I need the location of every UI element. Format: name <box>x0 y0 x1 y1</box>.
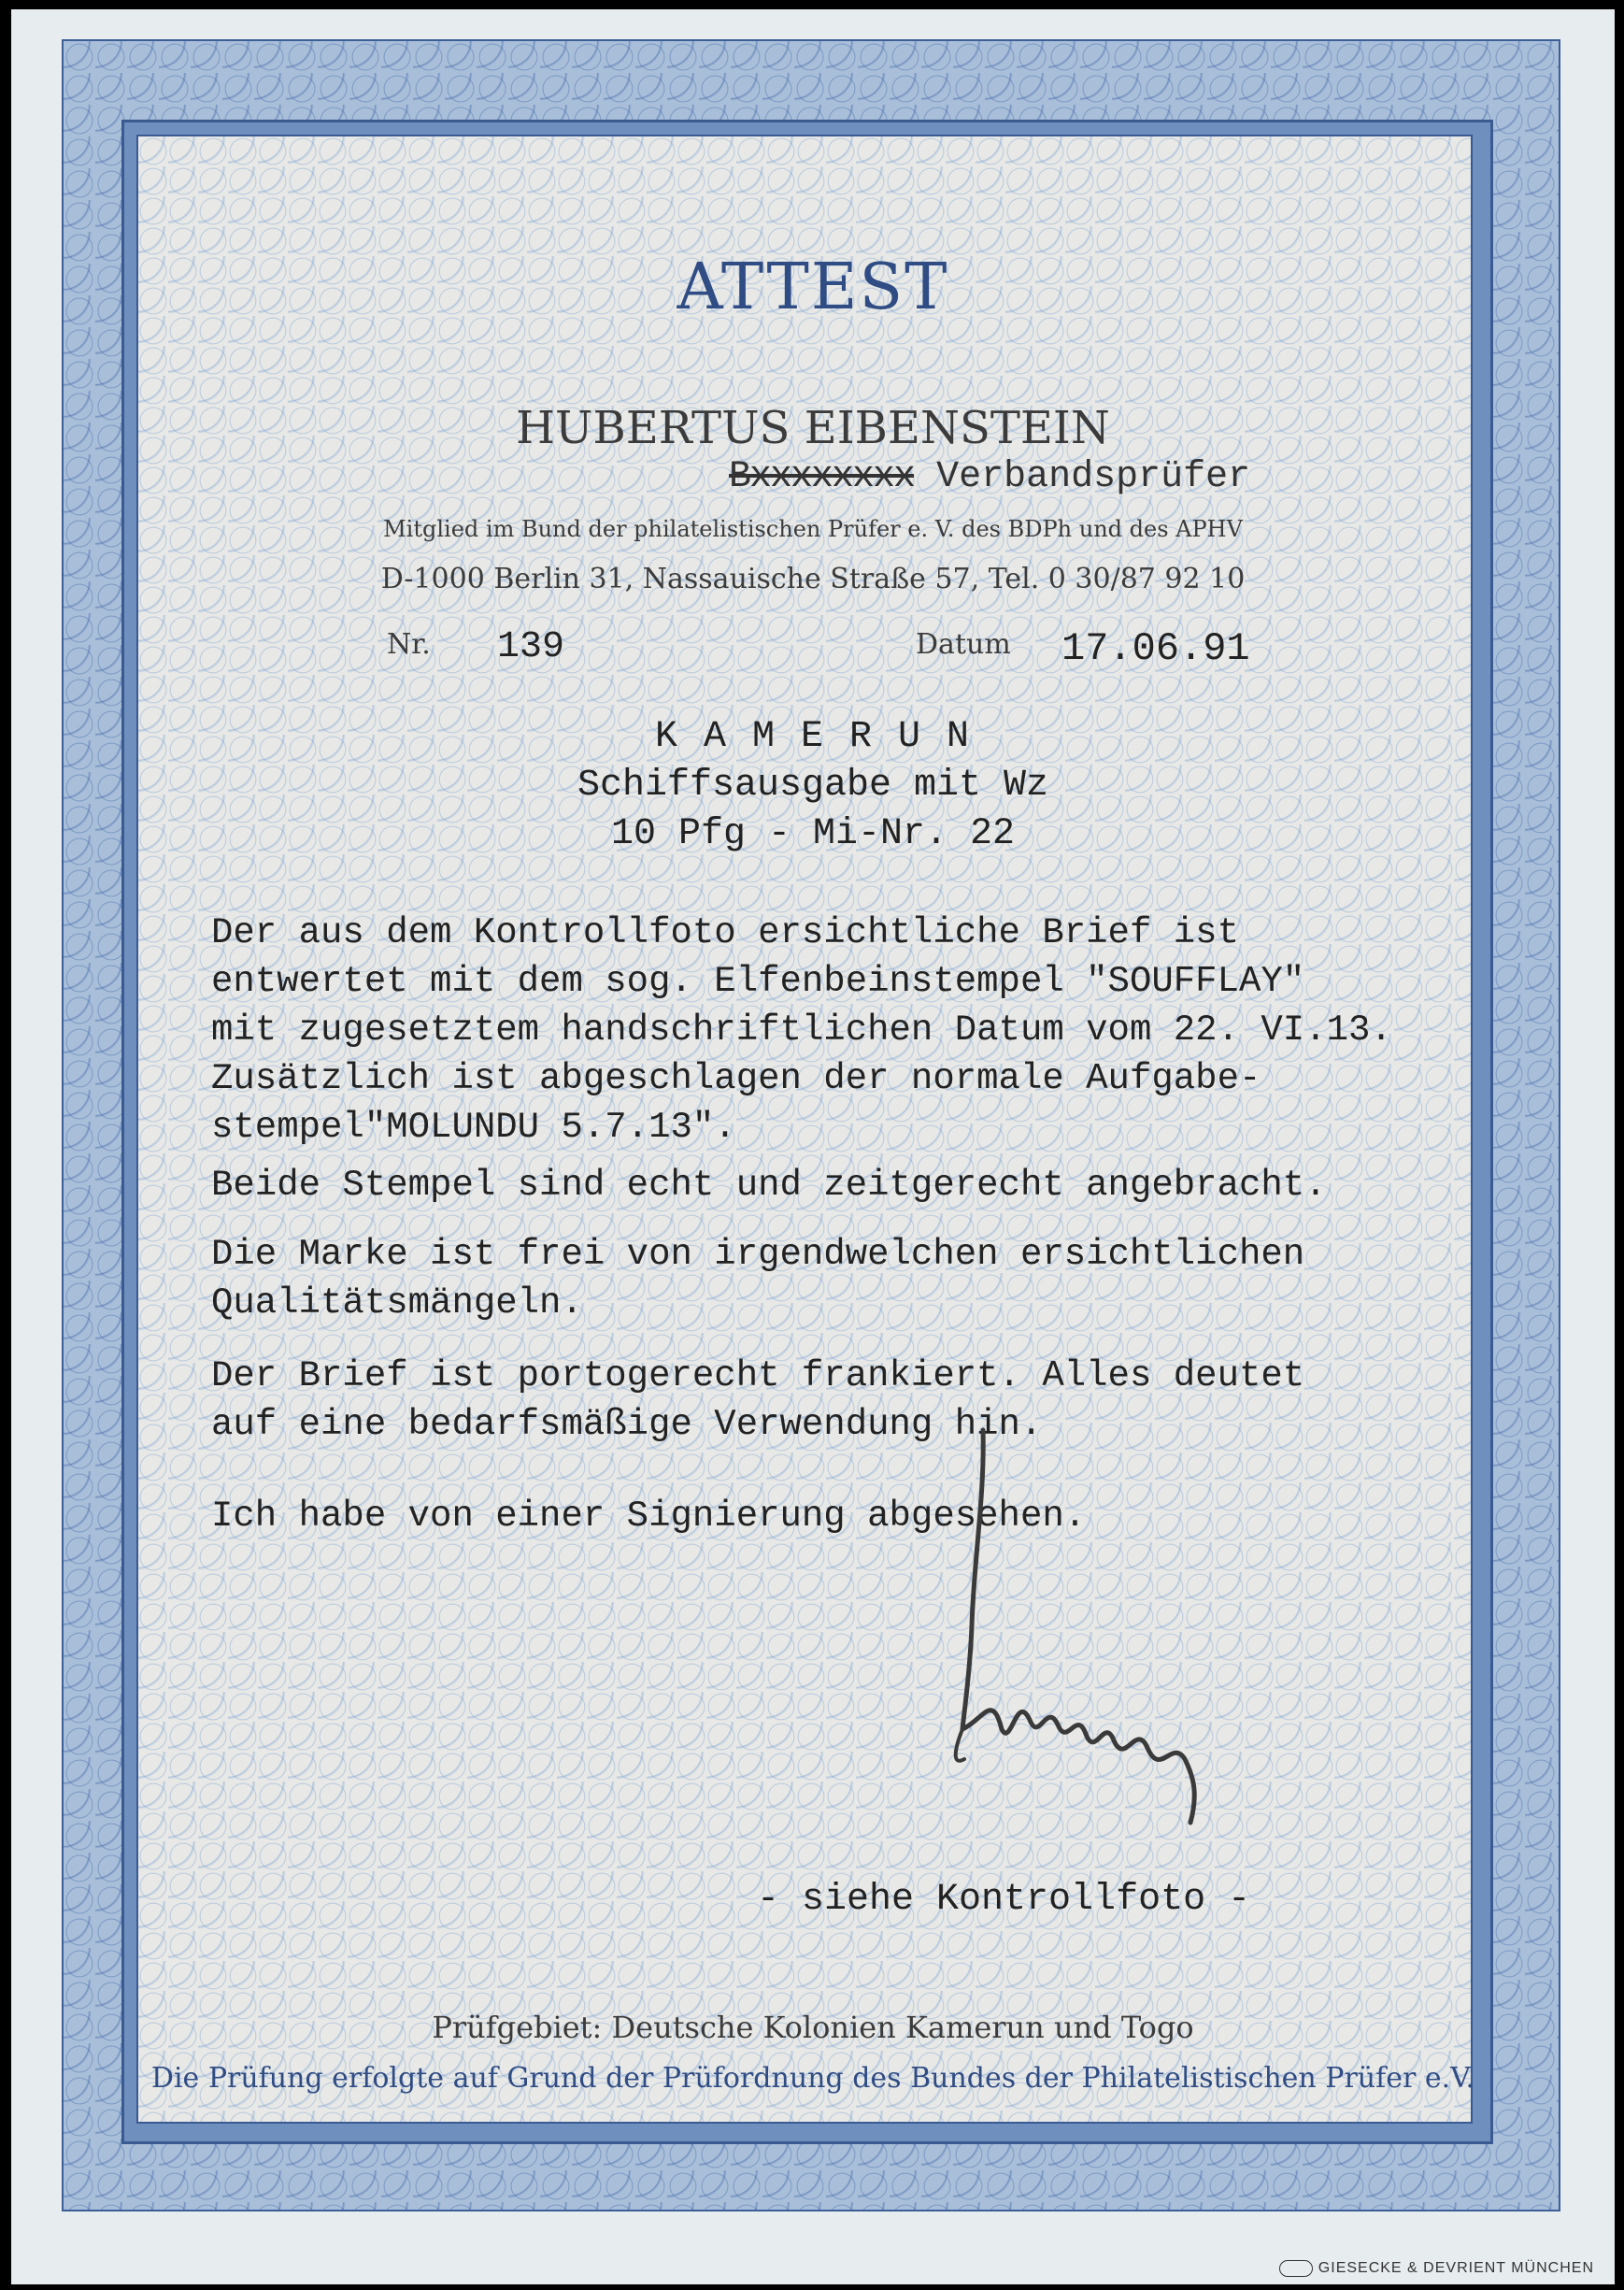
certificate-sheet <box>11 9 1615 2284</box>
text-line: Ich habe von einer Signierung abgesehen. <box>211 1496 1087 1537</box>
text-line: Die Marke ist frei von irgendwelchen ersichtlichen <box>211 1234 1305 1275</box>
number-label: Nr. <box>387 628 431 661</box>
reference-note: - siehe Kontrollfoto - <box>757 1879 1251 1921</box>
paragraph-3 <box>211 1230 1304 1327</box>
membership-line: Mitglied im Bund der philatelistischen Prüfer e. V. des BDPh und des APHV <box>383 516 1243 542</box>
struck-out-text: Bxxxxxxxx <box>729 456 915 498</box>
stamp-line: 10 Pfg - Mi-Nr. 22 <box>610 813 1016 855</box>
text-line: mit zugesetztem handschriftlichen Datum vom 22. VI.13. <box>211 1009 1392 1051</box>
printer-name: GIESECKE & DEVRIENT MÜNCHEN <box>1318 2260 1594 2276</box>
date-label: Datum <box>916 628 1011 661</box>
printer-logo-icon <box>1279 2260 1313 2277</box>
number-value: 139 <box>497 626 565 668</box>
document-title: ATTEST <box>677 250 949 324</box>
text-line: stempel"MOLUNDU 5.7.13". <box>211 1107 736 1148</box>
text-line: Der aus dem Kontrollfoto ersichtliche Brief ist <box>211 912 1239 953</box>
role-label: Verbandsprüfer <box>936 456 1251 498</box>
address-line: D-1000 Berlin 31, Nassauische Straße 57, Tel. 0 30/87 92 10 <box>380 563 1246 595</box>
text-line: Qualitätsmängeln. <box>211 1282 583 1324</box>
issue-line: Schiffsausgabe mit Wz <box>577 765 1049 807</box>
text-line: Beide Stempel sind echt und zeitgerecht angebracht. <box>211 1165 1327 1206</box>
country-heading: K A M E R U N <box>654 716 972 758</box>
examination-area: Prüfgebiet: Deutsche Kolonien Kamerun und Togo <box>432 2010 1194 2045</box>
text-line: auf eine bedarfsmäßige Verwendung hin. <box>211 1404 1043 1445</box>
text-line: Zusätzlich ist abgeschlagen der normale Aufgabe- <box>211 1058 1261 1099</box>
examination-rules-note: Die Prüfung erfolgte auf Grund der Prüfordnung des Bundes der Philatelistischen Prüfer e.V. <box>150 2062 1475 2095</box>
paragraph-2 <box>211 1161 1327 1209</box>
printer-imprint <box>1279 2260 1594 2277</box>
text-line: Der Brief ist portogerecht frankiert. Alles deutet <box>211 1355 1305 1396</box>
text-line: entwertet mit dem sog. Elfenbeinstempel "SOUFFLAY" <box>211 961 1305 1002</box>
examiner-name: HUBERTUS EIBENSTEIN <box>516 402 1110 454</box>
handwritten-signature <box>927 1411 1226 1888</box>
paragraph-1 <box>211 909 1392 1152</box>
examiner-role <box>729 456 1250 498</box>
date-value: 17.06.91 <box>1061 626 1250 671</box>
